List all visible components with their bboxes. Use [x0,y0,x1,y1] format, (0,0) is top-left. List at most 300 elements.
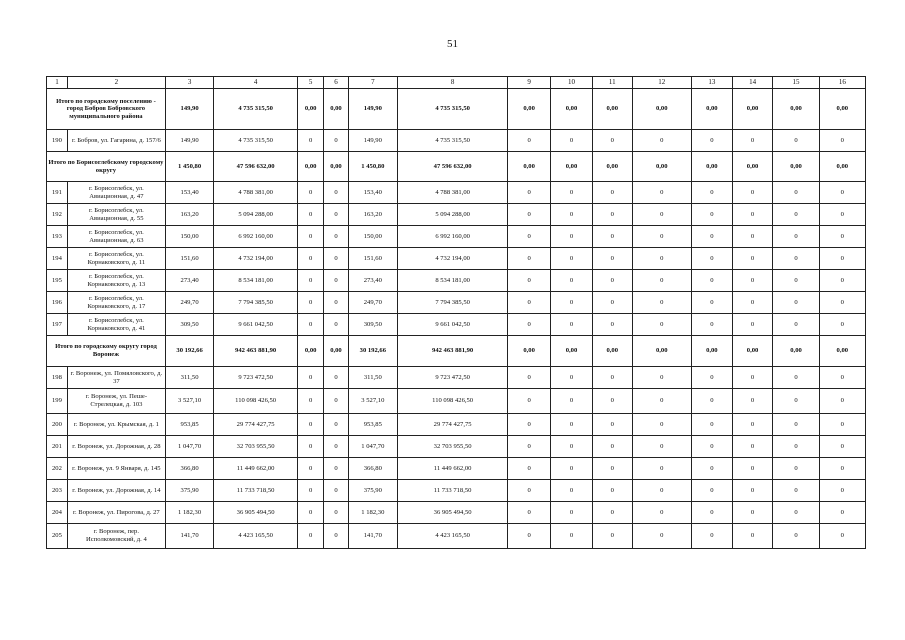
value-cell-col-7: 366,80 [348,458,398,480]
value-cell-col-12: 0 [632,502,691,524]
value-cell-col-4: 9 723 472,50 [214,367,298,389]
value-cell-col-3: 1 182,30 [165,502,213,524]
value-cell-col-13: 0 [691,389,732,414]
value-cell-col-6: 0 [324,292,348,314]
value-cell-col-12: 0,00 [632,89,691,130]
value-cell-col-4: 6 992 160,00 [214,226,298,248]
value-cell-col-12: 0 [632,524,691,549]
value-cell-col-7: 311,50 [348,367,398,389]
table-row [47,524,866,549]
value-cell-col-15: 0 [773,314,819,336]
address-cell: г. Борисоглебск, ул. Корнаковского, д. 17 [67,292,165,314]
value-cell-col-5: 0 [297,480,323,502]
subtotal-label: Итого по городскому поселению - город Бобров Бобровского муниципального района [47,89,166,130]
table-row [47,314,866,336]
table-row [47,367,866,389]
value-cell-col-6: 0 [324,130,348,152]
value-cell-col-14: 0 [732,248,773,270]
column-header-5: 5 [297,77,323,89]
value-cell-col-4: 4 788 381,00 [214,182,298,204]
value-cell-col-9: 0 [508,524,551,549]
value-cell-col-5: 0 [297,292,323,314]
row-number: 202 [47,458,68,480]
value-cell-col-11: 0,00 [592,336,632,367]
value-cell-col-6: 0,00 [324,89,348,130]
value-cell-col-5: 0 [297,182,323,204]
value-cell-col-6: 0 [324,367,348,389]
value-cell-col-7: 1 047,70 [348,436,398,458]
value-cell-col-6: 0 [324,314,348,336]
value-cell-col-3: 151,60 [165,248,213,270]
value-cell-col-16: 0 [819,480,865,502]
value-cell-col-14: 0,00 [732,336,773,367]
value-cell-col-14: 0 [732,292,773,314]
value-cell-col-11: 0 [592,414,632,436]
value-cell-col-16: 0 [819,436,865,458]
value-cell-col-13: 0 [691,436,732,458]
address-cell: г. Воронеж, ул. Дорожная, д. 14 [67,480,165,502]
value-cell-col-8: 7 794 385,50 [398,292,508,314]
value-cell-col-10: 0 [551,414,593,436]
value-cell-col-8: 4 735 315,50 [398,89,508,130]
value-cell-col-12: 0 [632,226,691,248]
value-cell-col-14: 0 [732,130,773,152]
value-cell-col-10: 0,00 [551,336,593,367]
value-cell-col-15: 0,00 [773,152,819,182]
value-cell-col-5: 0 [297,389,323,414]
value-cell-col-5: 0 [297,270,323,292]
value-cell-col-3: 153,40 [165,182,213,204]
value-cell-col-12: 0 [632,389,691,414]
row-number: 197 [47,314,68,336]
value-cell-col-3: 141,70 [165,524,213,549]
value-cell-col-13: 0 [691,314,732,336]
value-cell-col-12: 0 [632,204,691,226]
value-cell-col-4: 942 463 881,90 [214,336,298,367]
column-header-7: 7 [348,77,398,89]
value-cell-col-14: 0 [732,480,773,502]
value-cell-col-13: 0,00 [691,336,732,367]
table-row [47,204,866,226]
value-cell-col-13: 0 [691,292,732,314]
row-number: 201 [47,436,68,458]
value-cell-col-11: 0 [592,458,632,480]
table-row [47,130,866,152]
value-cell-col-6: 0 [324,524,348,549]
value-cell-col-15: 0,00 [773,89,819,130]
table-row [47,414,866,436]
value-cell-col-8: 4 423 165,50 [398,524,508,549]
value-cell-col-15: 0 [773,414,819,436]
subtotal-label: Итого по городскому округу город Воронеж [47,336,166,367]
row-number: 205 [47,524,68,549]
value-cell-col-5: 0,00 [297,336,323,367]
value-cell-col-11: 0 [592,130,632,152]
value-cell-col-8: 9 661 042,50 [398,314,508,336]
value-cell-col-5: 0 [297,130,323,152]
value-cell-col-8: 11 449 662,00 [398,458,508,480]
value-cell-col-5: 0 [297,458,323,480]
value-cell-col-3: 375,90 [165,480,213,502]
value-cell-col-12: 0 [632,458,691,480]
value-cell-col-13: 0 [691,367,732,389]
value-cell-col-14: 0,00 [732,152,773,182]
value-cell-col-13: 0,00 [691,152,732,182]
value-cell-col-6: 0 [324,480,348,502]
value-cell-col-15: 0 [773,292,819,314]
value-cell-col-11: 0 [592,524,632,549]
value-cell-col-15: 0 [773,130,819,152]
value-cell-col-15: 0 [773,480,819,502]
address-cell: г. Борисоглебск, ул. Корнаковского, д. 11 [67,248,165,270]
value-cell-col-9: 0 [508,502,551,524]
value-cell-col-3: 249,70 [165,292,213,314]
value-cell-col-11: 0 [592,367,632,389]
value-cell-col-6: 0 [324,226,348,248]
value-cell-col-9: 0 [508,130,551,152]
value-cell-col-4: 29 774 427,75 [214,414,298,436]
value-cell-col-5: 0 [297,204,323,226]
value-cell-col-10: 0 [551,524,593,549]
value-cell-col-5: 0 [297,314,323,336]
value-cell-col-8: 36 905 494,50 [398,502,508,524]
address-cell: г. Борисоглебск, ул. Авиационная, д. 55 [67,204,165,226]
value-cell-col-9: 0 [508,248,551,270]
value-cell-col-9: 0 [508,270,551,292]
column-header-8: 8 [398,77,508,89]
value-cell-col-14: 0 [732,502,773,524]
value-cell-col-9: 0 [508,367,551,389]
table-row [47,248,866,270]
page-number: 51 [447,38,458,50]
row-number: 198 [47,367,68,389]
value-cell-col-6: 0 [324,436,348,458]
value-cell-col-16: 0 [819,502,865,524]
value-cell-col-12: 0,00 [632,336,691,367]
value-cell-col-5: 0,00 [297,89,323,130]
value-cell-col-5: 0 [297,502,323,524]
value-cell-col-13: 0 [691,502,732,524]
value-cell-col-7: 1 182,30 [348,502,398,524]
value-cell-col-5: 0 [297,226,323,248]
table-row [47,292,866,314]
value-cell-col-16: 0,00 [819,336,865,367]
value-cell-col-16: 0 [819,226,865,248]
value-cell-col-4: 8 534 181,00 [214,270,298,292]
value-cell-col-3: 953,85 [165,414,213,436]
value-cell-col-7: 30 192,66 [348,336,398,367]
value-cell-col-10: 0 [551,248,593,270]
value-cell-col-10: 0,00 [551,152,593,182]
value-cell-col-9: 0 [508,182,551,204]
value-cell-col-5: 0 [297,414,323,436]
value-cell-col-9: 0,00 [508,89,551,130]
value-cell-col-8: 47 596 632,00 [398,152,508,182]
value-cell-col-4: 7 794 385,50 [214,292,298,314]
value-cell-col-7: 149,90 [348,130,398,152]
value-cell-col-15: 0 [773,204,819,226]
column-header-6: 6 [324,77,348,89]
table-row [47,226,866,248]
value-cell-col-4: 9 661 042,50 [214,314,298,336]
value-cell-col-13: 0,00 [691,89,732,130]
subtotal-label: Итого по Борисоглебскому городскому округу [47,152,166,182]
address-cell: г. Борисоглебск, ул. Авиационная, д. 63 [67,226,165,248]
value-cell-col-7: 375,90 [348,480,398,502]
value-cell-col-16: 0,00 [819,89,865,130]
value-cell-col-13: 0 [691,226,732,248]
value-cell-col-8: 4 735 315,50 [398,130,508,152]
value-cell-col-8: 11 733 718,50 [398,480,508,502]
value-cell-col-12: 0 [632,436,691,458]
value-cell-col-5: 0 [297,524,323,549]
row-number: 193 [47,226,68,248]
value-cell-col-13: 0 [691,130,732,152]
value-cell-col-7: 953,85 [348,414,398,436]
value-cell-col-10: 0 [551,130,593,152]
value-cell-col-6: 0 [324,182,348,204]
value-cell-col-7: 150,00 [348,226,398,248]
value-cell-col-4: 36 905 494,50 [214,502,298,524]
value-cell-col-9: 0 [508,480,551,502]
value-cell-col-4: 4 732 194,00 [214,248,298,270]
row-number: 204 [47,502,68,524]
value-cell-col-15: 0 [773,524,819,549]
value-cell-col-8: 110 098 426,50 [398,389,508,414]
value-cell-col-16: 0 [819,182,865,204]
value-cell-col-9: 0 [508,458,551,480]
column-header-1: 1 [47,77,68,89]
row-number: 194 [47,248,68,270]
column-header-16: 16 [819,77,865,89]
value-cell-col-14: 0 [732,182,773,204]
table-row [47,389,866,414]
value-cell-col-13: 0 [691,414,732,436]
column-header-4: 4 [214,77,298,89]
value-cell-col-9: 0 [508,226,551,248]
value-cell-col-8: 4 732 194,00 [398,248,508,270]
value-cell-col-3: 273,40 [165,270,213,292]
column-number-header [47,77,866,89]
value-cell-col-14: 0 [732,436,773,458]
value-cell-col-8: 4 788 381,00 [398,182,508,204]
value-cell-col-16: 0 [819,458,865,480]
row-number: 195 [47,270,68,292]
value-cell-col-4: 110 098 426,50 [214,389,298,414]
value-cell-col-4: 4 423 165,50 [214,524,298,549]
address-cell: г. Борисоглебск, ул. Корнаковского, д. 41 [67,314,165,336]
value-cell-col-3: 1 450,80 [165,152,213,182]
value-cell-col-4: 32 703 955,50 [214,436,298,458]
subtotal-row [47,89,866,130]
value-cell-col-8: 942 463 881,90 [398,336,508,367]
value-cell-col-4: 5 094 288,00 [214,204,298,226]
housing-register-table [46,76,866,549]
value-cell-col-7: 141,70 [348,524,398,549]
value-cell-col-13: 0 [691,524,732,549]
value-cell-col-7: 249,70 [348,292,398,314]
value-cell-col-7: 151,60 [348,248,398,270]
value-cell-col-8: 9 723 472,50 [398,367,508,389]
value-cell-col-4: 4 735 315,50 [214,130,298,152]
value-cell-col-3: 311,50 [165,367,213,389]
value-cell-col-6: 0 [324,248,348,270]
value-cell-col-9: 0,00 [508,336,551,367]
value-cell-col-6: 0 [324,502,348,524]
value-cell-col-9: 0 [508,314,551,336]
value-cell-col-16: 0 [819,389,865,414]
row-number: 199 [47,389,68,414]
address-cell: г. Воронеж, ул. Крымская, д. 1 [67,414,165,436]
row-number: 190 [47,130,68,152]
value-cell-col-10: 0 [551,270,593,292]
value-cell-col-15: 0 [773,226,819,248]
value-cell-col-9: 0 [508,436,551,458]
column-header-14: 14 [732,77,773,89]
value-cell-col-6: 0 [324,414,348,436]
value-cell-col-15: 0 [773,502,819,524]
value-cell-col-16: 0,00 [819,152,865,182]
value-cell-col-4: 47 596 632,00 [214,152,298,182]
row-number: 196 [47,292,68,314]
address-cell: г. Борисоглебск, ул. Корнаковского, д. 13 [67,270,165,292]
column-header-9: 9 [508,77,551,89]
value-cell-col-9: 0 [508,389,551,414]
value-cell-col-10: 0 [551,436,593,458]
value-cell-col-8: 6 992 160,00 [398,226,508,248]
value-cell-col-15: 0 [773,458,819,480]
value-cell-col-3: 309,50 [165,314,213,336]
value-cell-col-14: 0 [732,414,773,436]
value-cell-col-9: 0 [508,292,551,314]
value-cell-col-7: 149,90 [348,89,398,130]
value-cell-col-7: 163,20 [348,204,398,226]
address-cell: г. Воронеж, пер. Исполкомовский, д. 4 [67,524,165,549]
value-cell-col-10: 0 [551,480,593,502]
value-cell-col-3: 150,00 [165,226,213,248]
row-number: 192 [47,204,68,226]
value-cell-col-3: 30 192,66 [165,336,213,367]
table-row [47,480,866,502]
value-cell-col-14: 0 [732,314,773,336]
value-cell-col-12: 0 [632,314,691,336]
value-cell-col-10: 0 [551,458,593,480]
value-cell-col-3: 149,90 [165,89,213,130]
value-cell-col-10: 0 [551,367,593,389]
value-cell-col-16: 0 [819,248,865,270]
value-cell-col-10: 0 [551,204,593,226]
row-number: 203 [47,480,68,502]
value-cell-col-13: 0 [691,204,732,226]
address-cell: г. Воронеж, ул. Пеше-Стрелецкая, д. 103 [67,389,165,414]
table-row [47,270,866,292]
value-cell-col-11: 0 [592,204,632,226]
value-cell-col-9: 0,00 [508,152,551,182]
value-cell-col-13: 0 [691,248,732,270]
value-cell-col-12: 0 [632,414,691,436]
value-cell-col-8: 8 534 181,00 [398,270,508,292]
value-cell-col-8: 32 703 955,50 [398,436,508,458]
value-cell-col-10: 0 [551,502,593,524]
column-header-10: 10 [551,77,593,89]
value-cell-col-13: 0 [691,182,732,204]
address-cell: г. Воронеж, ул. Помяловского, д. 37 [67,367,165,389]
value-cell-col-4: 4 735 315,50 [214,89,298,130]
value-cell-col-15: 0 [773,367,819,389]
value-cell-col-11: 0,00 [592,152,632,182]
value-cell-col-11: 0 [592,314,632,336]
value-cell-col-13: 0 [691,270,732,292]
column-header-13: 13 [691,77,732,89]
value-cell-col-14: 0 [732,389,773,414]
value-cell-col-11: 0 [592,270,632,292]
value-cell-col-9: 0 [508,414,551,436]
value-cell-col-11: 0,00 [592,89,632,130]
value-cell-col-3: 366,80 [165,458,213,480]
value-cell-col-5: 0 [297,367,323,389]
address-cell: г. Воронеж, ул. Пирогова, д. 27 [67,502,165,524]
value-cell-col-3: 3 527,10 [165,389,213,414]
value-cell-col-11: 0 [592,502,632,524]
value-cell-col-3: 163,20 [165,204,213,226]
value-cell-col-15: 0,00 [773,336,819,367]
value-cell-col-14: 0 [732,524,773,549]
value-cell-col-4: 11 733 718,50 [214,480,298,502]
value-cell-col-16: 0 [819,367,865,389]
table-row [47,182,866,204]
address-cell: г. Воронеж, ул. Дорожная, д. 28 [67,436,165,458]
value-cell-col-7: 1 450,80 [348,152,398,182]
value-cell-col-13: 0 [691,480,732,502]
value-cell-col-6: 0 [324,389,348,414]
value-cell-col-6: 0 [324,204,348,226]
table-row [47,502,866,524]
row-number: 191 [47,182,68,204]
value-cell-col-11: 0 [592,226,632,248]
value-cell-col-15: 0 [773,182,819,204]
value-cell-col-10: 0 [551,292,593,314]
value-cell-col-12: 0 [632,480,691,502]
table-row [47,458,866,480]
value-cell-col-12: 0 [632,248,691,270]
value-cell-col-11: 0 [592,292,632,314]
value-cell-col-7: 153,40 [348,182,398,204]
value-cell-col-15: 0 [773,248,819,270]
value-cell-col-10: 0 [551,182,593,204]
row-number: 200 [47,414,68,436]
value-cell-col-10: 0,00 [551,89,593,130]
value-cell-col-11: 0 [592,389,632,414]
value-cell-col-14: 0,00 [732,89,773,130]
table-row [47,436,866,458]
value-cell-col-7: 309,50 [348,314,398,336]
value-cell-col-8: 5 094 288,00 [398,204,508,226]
value-cell-col-6: 0 [324,270,348,292]
value-cell-col-16: 0 [819,270,865,292]
value-cell-col-7: 3 527,10 [348,389,398,414]
column-header-2: 2 [67,77,165,89]
column-header-3: 3 [165,77,213,89]
address-cell: г. Бобров, ул. Гагарина, д. 157/6 [67,130,165,152]
value-cell-col-10: 0 [551,226,593,248]
value-cell-col-12: 0 [632,292,691,314]
value-cell-col-9: 0 [508,204,551,226]
value-cell-col-11: 0 [592,436,632,458]
subtotal-row [47,336,866,367]
value-cell-col-8: 29 774 427,75 [398,414,508,436]
value-cell-col-6: 0 [324,458,348,480]
value-cell-col-14: 0 [732,458,773,480]
